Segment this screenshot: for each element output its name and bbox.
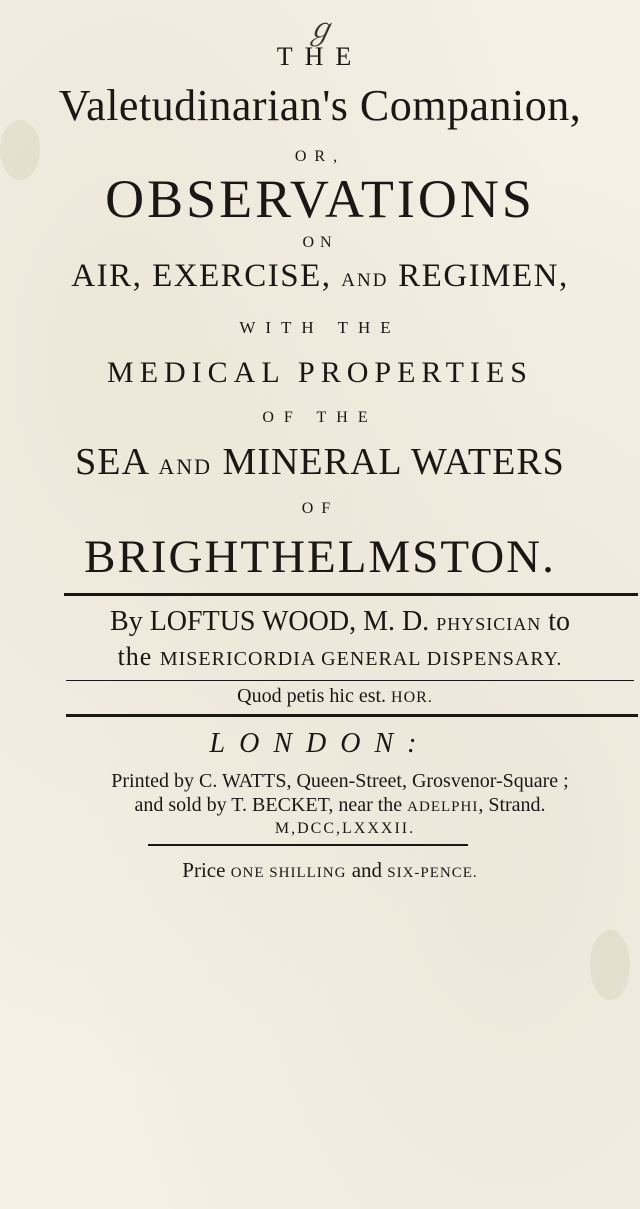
imprint-printer: Printed by C. WATTS, Queen-Street, Grosvenor-Square ;	[111, 770, 569, 792]
epigraph	[0, 685, 640, 708]
author-name: By LOFTUS WOOD, M. D.	[110, 606, 437, 637]
place-name: BRIGHTHELMSTON.	[84, 531, 556, 583]
book-title: Valetudinarian's Companion,	[58, 81, 582, 130]
dispensary-the: the	[117, 642, 160, 671]
author-title: PHYSICIAN	[436, 614, 542, 634]
rule-divider	[64, 593, 638, 596]
imprint-year: M,DCC,LXXXII.	[274, 820, 416, 837]
text-and: AND	[341, 270, 389, 291]
epigraph-source: HOR.	[391, 689, 433, 706]
subtitle-medical-properties: MEDICAL PROPERTIES	[107, 356, 533, 389]
epigraph-text: Quod petis hic est.	[237, 685, 392, 707]
text-sea: SEA	[75, 441, 159, 483]
text-regimen: REGIMEN,	[388, 258, 569, 294]
author-line	[0, 606, 640, 638]
author-to: to	[541, 606, 570, 637]
words-of-the: OF THE	[262, 409, 378, 426]
price-sixpence: SIX-PENCE.	[387, 865, 478, 881]
text-and: AND	[158, 454, 213, 479]
heading-the: THE	[276, 42, 364, 71]
paper-stain	[590, 930, 630, 1000]
seller-strand: , Strand.	[478, 794, 546, 816]
price-line	[0, 858, 640, 883]
price-shilling: ONE SHILLING	[230, 865, 347, 881]
word-of: OF	[301, 500, 339, 517]
word-on: ON	[302, 234, 338, 251]
text-mineral-waters: MINERAL WATERS	[212, 441, 565, 483]
price-and: and	[346, 858, 388, 882]
text-air: AIR, EXERCISE,	[71, 258, 342, 294]
words-with-the: WITH THE	[239, 318, 401, 337]
dispensary-line	[0, 642, 640, 672]
seller-adelphi: ADELPHI	[407, 799, 479, 815]
dispensary-name: MISERICORDIA GENERAL DISPENSARY.	[159, 648, 563, 670]
imprint-city: LONDON:	[209, 728, 431, 759]
rule-divider	[66, 680, 634, 681]
conjunction-or: OR,	[294, 148, 346, 165]
rule-divider	[148, 844, 468, 846]
subtitle-sea-mineral	[0, 440, 640, 484]
seller-text: and sold by T. BECKET, near the	[134, 794, 408, 816]
ornament-mark: ℊ	[305, 13, 335, 46]
imprint-seller	[0, 794, 640, 817]
subtitle-observations: OBSERVATIONS	[105, 169, 535, 229]
subtitle-air-exercise	[0, 258, 640, 295]
price-word: Price	[182, 858, 231, 882]
rule-divider	[66, 714, 638, 717]
